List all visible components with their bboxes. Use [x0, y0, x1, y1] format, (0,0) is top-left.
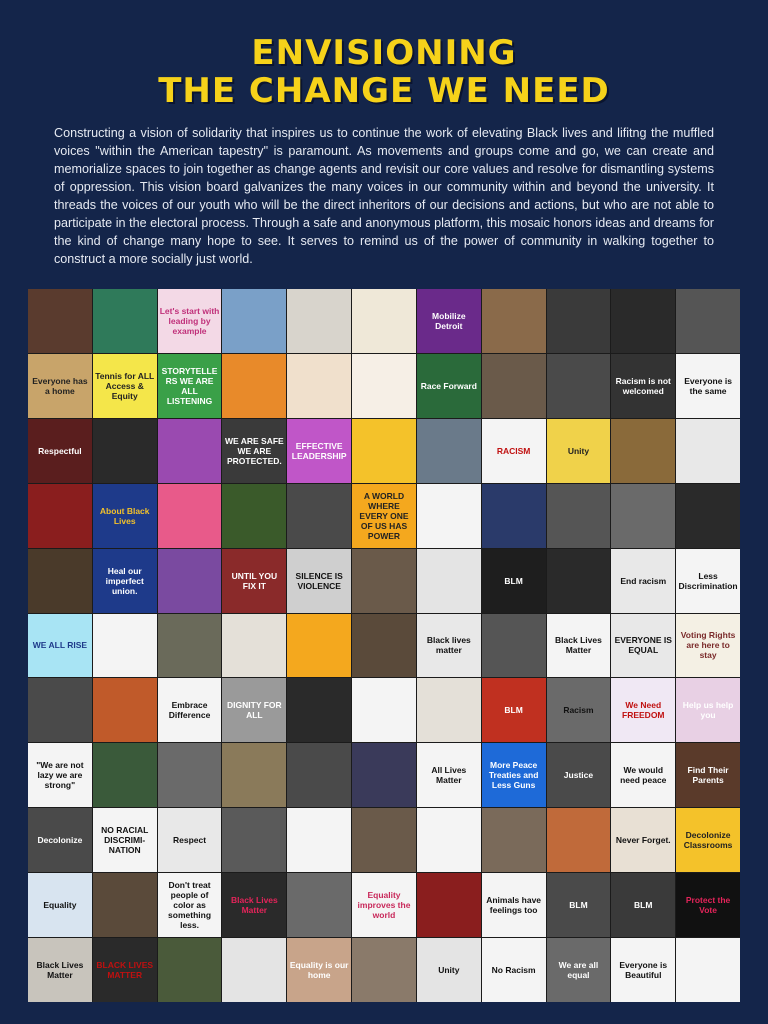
mosaic-tile — [482, 484, 546, 548]
mosaic-tile — [611, 484, 675, 548]
mosaic-tile-text: Race Forward — [420, 380, 477, 391]
mosaic-tile — [352, 743, 416, 807]
mosaic-tile — [547, 743, 611, 807]
mosaic-tile — [417, 808, 481, 872]
mosaic-tile — [352, 419, 416, 483]
mosaic-tile-text: Black Lives Matter — [36, 960, 84, 981]
mosaic-tile-text: Equality improves the world — [357, 890, 411, 921]
mosaic-tile-text: We are all equal — [558, 960, 599, 981]
mosaic-tile — [676, 678, 740, 742]
mosaic-tile — [222, 289, 286, 353]
mosaic-tile — [482, 419, 546, 483]
mosaic-tile-text: EVERYONE IS EQUAL — [614, 635, 672, 656]
mosaic-tile-text: Decolonize — [37, 835, 83, 846]
mosaic-tile — [28, 289, 92, 353]
mosaic-tile — [547, 549, 611, 613]
mosaic-tile — [222, 743, 286, 807]
mosaic-tile — [482, 873, 546, 937]
mosaic-tile — [93, 484, 157, 548]
mosaic-tile — [352, 938, 416, 1002]
mosaic-tile-text: WE ALL RISE — [32, 640, 88, 651]
mosaic-tile — [547, 614, 611, 678]
vision-board-mosaic — [28, 289, 740, 1002]
mosaic-tile — [611, 743, 675, 807]
mosaic-tile — [222, 354, 286, 418]
mosaic-tile-text: SILENCE IS VIOLENCE — [295, 570, 343, 591]
mosaic-tile-text: Everyone is the same — [684, 375, 732, 396]
mosaic-tile — [222, 938, 286, 1002]
mosaic-tile-text: Decolonize Classrooms — [683, 830, 733, 851]
mosaic-tile — [547, 419, 611, 483]
mosaic-tile-text: We would need peace — [620, 765, 667, 786]
mosaic-tile — [482, 354, 546, 418]
mosaic-tile — [676, 614, 740, 678]
mosaic-tile-text: UNTIL YOU FIX IT — [231, 570, 278, 591]
mosaic-tile — [482, 678, 546, 742]
mosaic-tile — [287, 938, 351, 1002]
mosaic-tile-text: NO RACIAL DISCRIMI-NATION — [101, 825, 149, 856]
mosaic-tile — [93, 614, 157, 678]
mosaic-tile — [158, 873, 222, 937]
mosaic-tile — [482, 938, 546, 1002]
mosaic-tile-text: BLM — [504, 575, 523, 586]
mosaic-tile — [417, 484, 481, 548]
mosaic-tile — [158, 678, 222, 742]
mosaic-tile — [222, 419, 286, 483]
mosaic-tile — [676, 484, 740, 548]
mosaic-tile-text: Equality — [43, 900, 77, 911]
mosaic-tile — [28, 354, 92, 418]
mosaic-tile-text: Unity — [438, 965, 460, 976]
mosaic-tile — [417, 678, 481, 742]
mosaic-tile-text: Black Lives Matter — [230, 895, 278, 916]
mosaic-tile — [287, 484, 351, 548]
mosaic-tile — [352, 678, 416, 742]
mosaic-tile-text: "We are not lazy we are strong" — [36, 760, 84, 791]
mosaic-tile — [547, 873, 611, 937]
mosaic-tile — [158, 938, 222, 1002]
mosaic-tile — [482, 808, 546, 872]
mosaic-tile-text: Animals have feelings too — [486, 895, 542, 916]
mosaic-tile-text: EFFECTIVE LEADERSHIP — [291, 440, 347, 461]
mosaic-tile — [676, 938, 740, 1002]
mosaic-tile — [287, 549, 351, 613]
mosaic-tile — [222, 873, 286, 937]
mosaic-tile — [611, 614, 675, 678]
mosaic-tile-text: Racism is not welcomed — [615, 375, 671, 396]
mosaic-tile-text: Mobilize Detroit — [432, 310, 466, 331]
mosaic-tile — [611, 354, 675, 418]
mosaic-tile — [611, 549, 675, 613]
mosaic-tile-text: Respectful — [38, 445, 82, 456]
mosaic-tile — [352, 289, 416, 353]
mosaic-tile — [222, 549, 286, 613]
mosaic-tile — [28, 419, 92, 483]
mosaic-tile-text: We Need FREEDOM — [622, 700, 665, 721]
mosaic-tile — [158, 549, 222, 613]
mosaic-tile — [547, 938, 611, 1002]
mosaic-tile-text: Let's start with leading by example — [159, 305, 220, 336]
mosaic-tile — [417, 289, 481, 353]
mosaic-tile — [93, 354, 157, 418]
mosaic-tile — [482, 743, 546, 807]
mosaic-tile-text: No Racism — [491, 965, 536, 976]
mosaic-tile — [158, 743, 222, 807]
mosaic-tile — [417, 938, 481, 1002]
mosaic-tile — [417, 743, 481, 807]
mosaic-tile — [93, 743, 157, 807]
mosaic-tile-text: Racism — [563, 705, 594, 716]
mosaic-tile — [547, 808, 611, 872]
mosaic-tile-text: Heal our imperfect union. — [105, 565, 144, 596]
mosaic-tile — [676, 808, 740, 872]
mosaic-tile — [352, 354, 416, 418]
mosaic-tile — [417, 419, 481, 483]
mosaic-tile-text: More Peace Treaties and Less Guns — [488, 760, 539, 791]
mosaic-tile-text: Tennis for ALL Access & Equity — [95, 370, 155, 401]
mosaic-tile-text: RACISM — [496, 445, 531, 456]
mosaic-tile — [28, 678, 92, 742]
mosaic-tile — [676, 743, 740, 807]
mosaic-tile-text: BLM — [504, 705, 523, 716]
mosaic-tile-text: WE ARE SAFE WE ARE PROTECTED. — [225, 435, 284, 466]
mosaic-tile — [417, 614, 481, 678]
mosaic-tile — [28, 614, 92, 678]
mosaic-tile — [676, 549, 740, 613]
mosaic-tile — [547, 678, 611, 742]
mosaic-tile-text: Find Their Parents — [687, 765, 729, 786]
mosaic-tile-text: Equality is our home — [289, 960, 349, 981]
mosaic-tile — [352, 484, 416, 548]
mosaic-tile — [287, 743, 351, 807]
mosaic-tile — [93, 678, 157, 742]
mosaic-tile — [287, 678, 351, 742]
mosaic-tile — [676, 354, 740, 418]
mosaic-tile — [93, 549, 157, 613]
mosaic-tile — [93, 419, 157, 483]
mosaic-tile-text: Black lives matter — [426, 635, 471, 656]
mosaic-tile — [158, 484, 222, 548]
mosaic-tile — [222, 678, 286, 742]
mosaic-tile — [547, 289, 611, 353]
mosaic-tile — [417, 873, 481, 937]
mosaic-tile — [417, 549, 481, 613]
mosaic-tile — [158, 614, 222, 678]
mosaic-tile-text: Black Lives Matter — [555, 635, 602, 656]
mosaic-tile — [352, 808, 416, 872]
mosaic-tile — [352, 873, 416, 937]
mosaic-tile — [676, 419, 740, 483]
mosaic-tile-text: About Black Lives — [99, 505, 150, 526]
mosaic-tile — [93, 808, 157, 872]
mosaic-tile — [287, 354, 351, 418]
mosaic-tile — [547, 354, 611, 418]
mosaic-tile — [676, 289, 740, 353]
title-line-1: ENVISIONING — [251, 33, 517, 73]
mosaic-tile — [611, 678, 675, 742]
mosaic-tile — [28, 808, 92, 872]
mosaic-tile-text: Don't treat people of color as something less. — [168, 880, 212, 931]
mosaic-tile — [287, 614, 351, 678]
mosaic-tile — [352, 549, 416, 613]
mosaic-tile-text: BLM — [634, 900, 653, 911]
mosaic-tile — [287, 808, 351, 872]
mosaic-tile-text: Everyone has a home — [32, 375, 88, 396]
title-line-2: THE CHANGE WE NEED — [158, 71, 610, 111]
mosaic-tile — [287, 419, 351, 483]
mosaic-tile-text: Embrace Difference — [168, 700, 211, 721]
mosaic-tile — [158, 419, 222, 483]
mosaic-tile-text: BLACK LIVES MATTER — [96, 960, 154, 981]
mosaic-tile — [222, 808, 286, 872]
mosaic-tile — [287, 289, 351, 353]
mosaic-tile — [611, 808, 675, 872]
mosaic-tile-text: Justice — [563, 770, 594, 781]
mosaic-tile-text: Less Discrimination — [678, 570, 738, 591]
mosaic-tile-text: STORYTELLERS WE ARE ALL LISTENING — [161, 365, 218, 406]
mosaic-tile-text: Help us help you — [682, 700, 734, 721]
mosaic-tile — [611, 419, 675, 483]
mosaic-tile-text: Never Forget. — [615, 835, 671, 846]
mosaic-tile — [158, 289, 222, 353]
mosaic-tile-text: Voting Rights are here to stay — [680, 630, 736, 661]
mosaic-tile-text: Protect the Vote — [685, 895, 731, 916]
mosaic-tile — [93, 873, 157, 937]
mosaic-tile — [93, 938, 157, 1002]
mosaic-tile — [676, 873, 740, 937]
mosaic-tile — [482, 549, 546, 613]
mosaic-tile — [158, 354, 222, 418]
mosaic-tile — [417, 354, 481, 418]
mosaic-tile-text: Respect — [173, 835, 207, 846]
mosaic-tile-text: BLM — [569, 900, 588, 911]
mosaic-tile — [28, 743, 92, 807]
page-title — [0, 34, 768, 110]
mosaic-tile-text: End racism — [620, 575, 667, 586]
mosaic-tile — [158, 808, 222, 872]
mosaic-tile-text: Everyone is Beautiful — [619, 960, 668, 981]
mosaic-tile-text: A WORLD WHERE EVERY ONE OF US HAS POWER — [359, 490, 409, 541]
mosaic-tile — [611, 938, 675, 1002]
mosaic-tile-text: DIGNITY FOR ALL — [227, 700, 282, 721]
mosaic-tile — [222, 484, 286, 548]
mosaic-tile — [28, 549, 92, 613]
mosaic-tile — [352, 614, 416, 678]
mosaic-tile — [93, 289, 157, 353]
mosaic-tile — [222, 614, 286, 678]
mosaic-tile — [611, 873, 675, 937]
mosaic-tile — [611, 289, 675, 353]
mosaic-tile-text: All Lives Matter — [431, 765, 467, 786]
mosaic-tile — [482, 289, 546, 353]
intro-paragraph: Constructing a vision of solidarity that inspires us to continue the work of elevating Black lives and lifitng the muffled voices "within the American tapestry" is paramount. As movements and groups come and go, we can create and memorialize spaces to join together as change agents and revisit our core values and resolve for dismantling systems of oppression. This vision board galvanizes the many voices in our community within and beyond the university. It threads the voices of our youth who will be the direct inheritors of our decisions and actions, but who are not able to participate in the electoral process. Through a safe and anonymous platform, this mosaic honors ideas and dreams for the kind of change many hope to see. It serves to remind us of the power of community in walking together to construct a more socially just world. — [54, 126, 714, 266]
mosaic-tile — [28, 873, 92, 937]
mosaic-tile — [547, 484, 611, 548]
mosaic-tile — [28, 938, 92, 1002]
mosaic-tile — [28, 484, 92, 548]
mosaic-tile — [287, 873, 351, 937]
mosaic-tile-text: Unity — [567, 445, 590, 456]
mosaic-tile — [482, 614, 546, 678]
